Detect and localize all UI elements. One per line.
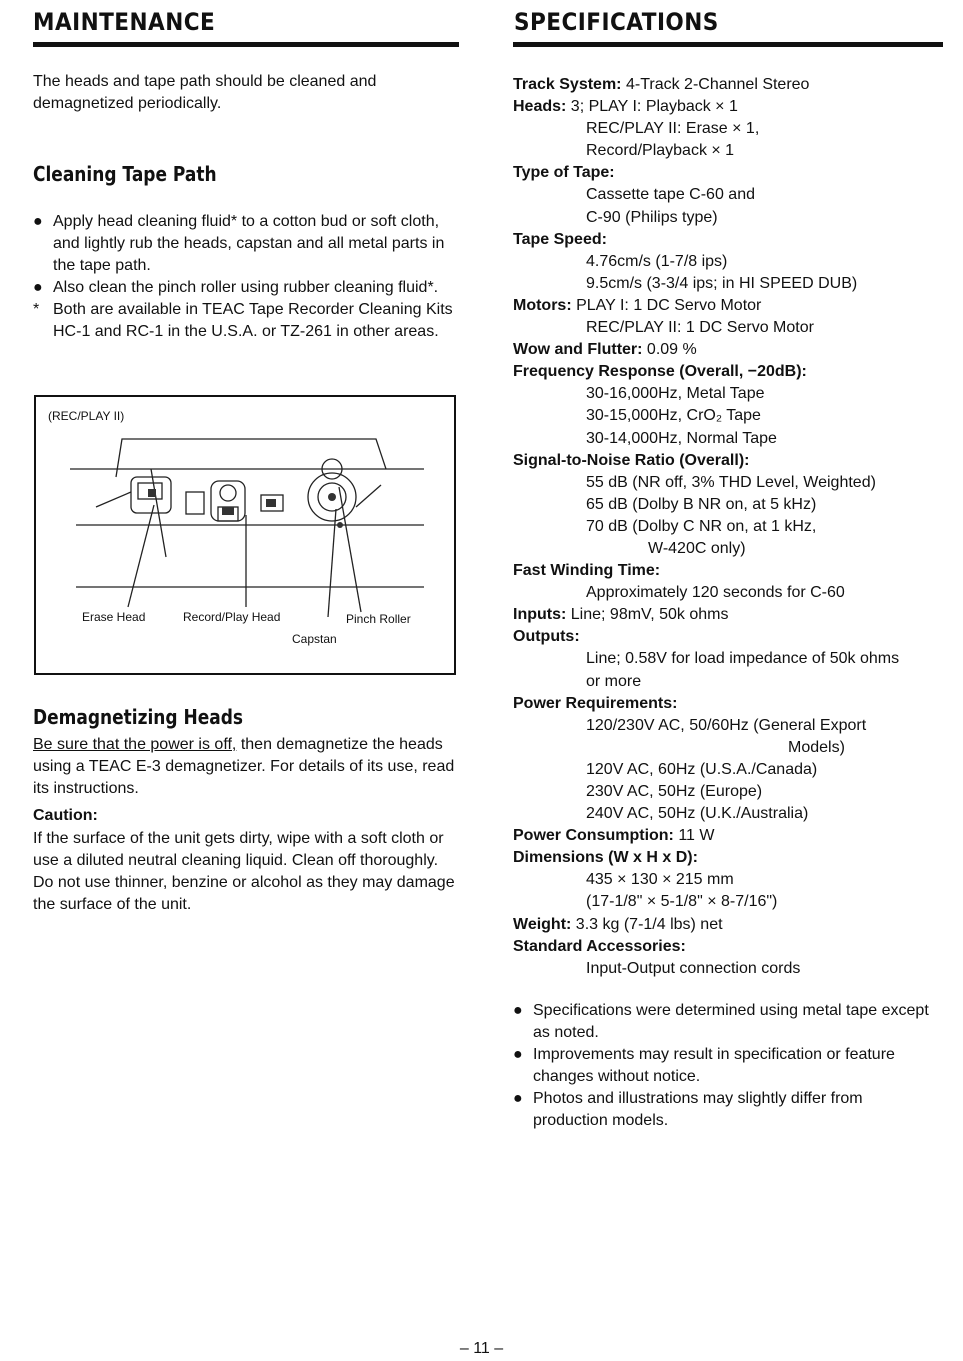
bullet-marker: ●: [513, 1002, 523, 1019]
spec-label: Tape Speed:: [513, 230, 607, 248]
specifications-title: SPECIFICATIONS: [514, 8, 719, 36]
spec-label: Fast Winding Time:: [513, 562, 661, 580]
spec-value: 11 W: [673, 827, 715, 845]
spec-power: [513, 693, 943, 715]
pinch-roller-label: Pinch Roller: [346, 612, 411, 626]
demag-text: [33, 734, 459, 800]
spec-value: 230V AC, 50Hz (Europe): [586, 783, 763, 800]
spec-snr: [513, 450, 943, 472]
spec-label: Wow and Flutter:: [513, 341, 643, 359]
spec-label: Heads:: [513, 98, 567, 116]
spec-wow: [513, 339, 943, 361]
spec-value: 4.76cm/s (1-7/8 ips): [586, 252, 728, 270]
spec-value: 3.3 kg (7-1/4 lbs) net: [571, 915, 723, 933]
bullet-text: Also clean the pinch roller using rubber cleaning fluid*.: [53, 279, 439, 296]
spec-value: 120V AC, 60Hz (U.S.A./Canada): [586, 760, 818, 778]
spec-tape-speed: [513, 229, 943, 251]
maintenance-intro: The heads and tape path should be cleaned and demagnetized periodically.: [33, 73, 377, 112]
specifications-rule: [513, 42, 943, 47]
spec-value: Input-Output connection cords: [586, 959, 801, 977]
spec-track: [513, 74, 943, 96]
spec-value: PLAY I: 1 DC Servo Motor: [571, 296, 762, 314]
bullet-marker: *: [33, 301, 40, 318]
spec-value: 30-14,000Hz, Normal Tape: [586, 429, 777, 447]
spec-tape-type: [513, 162, 943, 184]
bullet-text: Apply head cleaning fluid* to a cotton bud or soft cloth, and lightly rub the heads, capstan and all metal parts in the tape path.: [53, 213, 445, 274]
spec-value: Line; 0.58V for load impedance of 50k ohms: [586, 650, 900, 668]
page-number: – 11 –: [459, 1340, 504, 1357]
spec-value: 30-16,000Hz, Metal Tape: [586, 385, 765, 403]
spec-label: Outputs:: [513, 628, 580, 646]
spec-label: Power Requirements:: [513, 694, 678, 712]
demag-heading: Demagnetizing Heads: [33, 705, 244, 729]
list-item: [33, 299, 459, 343]
spec-value: 435 × 130 × 215 mm: [586, 871, 734, 889]
spec-fast-winding: [513, 560, 943, 582]
spec-label: Frequency Response (Overall, −20dB):: [513, 363, 807, 381]
bullet-marker: ●: [33, 279, 43, 296]
spec-value: Models): [788, 738, 845, 756]
spec-value: REC/PLAY II: 1 DC Servo Motor: [586, 319, 814, 337]
spec-value: 55 dB (NR off, 3% THD Level, Weighted): [586, 473, 876, 491]
spec-value: 30-15,000Hz, CrO₂ Tape: [586, 407, 761, 425]
bullet-text: Both are available in TEAC Tape Recorder Cleaning Kits HC-1 and RC-1 in the U.S.A. or TZ-261 in other areas.: [53, 301, 453, 340]
list-item: [33, 211, 459, 277]
cleaning-heading: Cleaning Tape Path: [33, 162, 217, 186]
spec-value: 70 dB (Dolby C NR on, at 1 kHz,: [586, 517, 817, 535]
spec-value: (17-1/8" × 5-1/8" × 8-7/16"): [586, 893, 778, 911]
spec-value: 240V AC, 50Hz (U.K./Australia): [586, 805, 809, 823]
erase-head-label: Erase Head: [82, 610, 146, 624]
spec-value: Approximately 120 seconds for C-60: [586, 584, 845, 602]
spec-value: 9.5cm/s (3-3/4 ips; in HI SPEED DUB): [586, 274, 858, 292]
power-off-warning: Be sure that the power is off,: [33, 736, 237, 753]
bullet-marker: ●: [513, 1046, 523, 1063]
spec-value: Line; 98mV, 50k ohms: [566, 606, 729, 624]
spec-label: Motors:: [513, 296, 572, 314]
spec-weight: [513, 914, 943, 936]
demag-body: then demagnetize the heads using a TEAC E-3 demagnetizer. For details of its use, read its instructions.: [33, 736, 455, 797]
spec-value: 0.09 %: [642, 341, 697, 359]
spec-label: Inputs:: [513, 606, 567, 624]
capstan-label: Capstan: [292, 632, 337, 646]
spec-value: C-90 (Philips type): [586, 208, 718, 226]
figure-caption: (REC/PLAY II): [48, 409, 125, 423]
spec-label: Type of Tape:: [513, 164, 615, 182]
spec-label: Power Consumption:: [513, 827, 674, 845]
spec-label: Signal-to-Noise Ratio (Overall):: [513, 451, 750, 469]
tape-path-illustration: [36, 397, 454, 673]
bullet-marker: ●: [513, 1090, 523, 1107]
list-item: [513, 1088, 938, 1132]
spec-label: Track System:: [513, 76, 622, 93]
spec-value: W-420C only): [648, 539, 746, 557]
spec-label: Dimensions (W x H x D):: [513, 849, 698, 867]
spec-notes: [513, 1000, 938, 1132]
caution-label: Caution:: [33, 807, 98, 824]
spec-accessories: [513, 936, 943, 958]
spec-inputs: [513, 604, 943, 626]
list-item: [513, 1044, 938, 1088]
spec-list: [513, 74, 943, 980]
spec-consumption: [513, 825, 943, 847]
spec-label: Standard Accessories:: [513, 937, 686, 955]
note-text: Photos and illustrations may slightly differ from production models.: [533, 1090, 863, 1129]
maintenance-title: MAINTENANCE: [33, 8, 216, 36]
spec-value: 65 dB (Dolby B NR on, at 5 kHz): [586, 495, 817, 513]
list-item: [513, 1000, 938, 1044]
spec-value: REC/PLAY II: Erase × 1,: [586, 120, 760, 138]
spec-value: 120/230V AC, 50/60Hz (General Export: [586, 716, 867, 734]
spec-value: 4-Track 2-Channel Stereo: [621, 76, 810, 93]
record-play-head-label: Record/Play Head: [183, 610, 281, 624]
spec-outputs: [513, 626, 943, 648]
spec-motors: [513, 295, 943, 317]
spec-value: or more: [586, 672, 642, 690]
spec-value: Cassette tape C-60 and: [586, 186, 755, 204]
cleaning-list: [33, 211, 459, 343]
spec-heads: [513, 96, 943, 118]
spec-label: Weight:: [513, 915, 572, 933]
spec-value: Record/Playback × 1: [586, 142, 735, 160]
head-diagram: [34, 395, 456, 675]
spec-dimensions: [513, 847, 943, 869]
spec-frequency: [513, 361, 943, 383]
bullet-marker: ●: [33, 213, 43, 230]
maintenance-rule: [33, 42, 459, 47]
caution-text: If the surface of the unit gets dirty, wipe with a soft cloth or use a diluted neutral cleaning liquid. Clean off thoroughly. Do not use thinner, benzine or alcohol as they may damage the surface of the unit.: [33, 830, 455, 913]
spec-value: 3; PLAY I: Playback × 1: [566, 98, 738, 116]
note-text: Improvements may result in specification or feature changes without notice.: [533, 1046, 895, 1085]
note-text: Specifications were determined using metal tape except as noted.: [533, 1002, 929, 1041]
list-item: [33, 277, 459, 299]
